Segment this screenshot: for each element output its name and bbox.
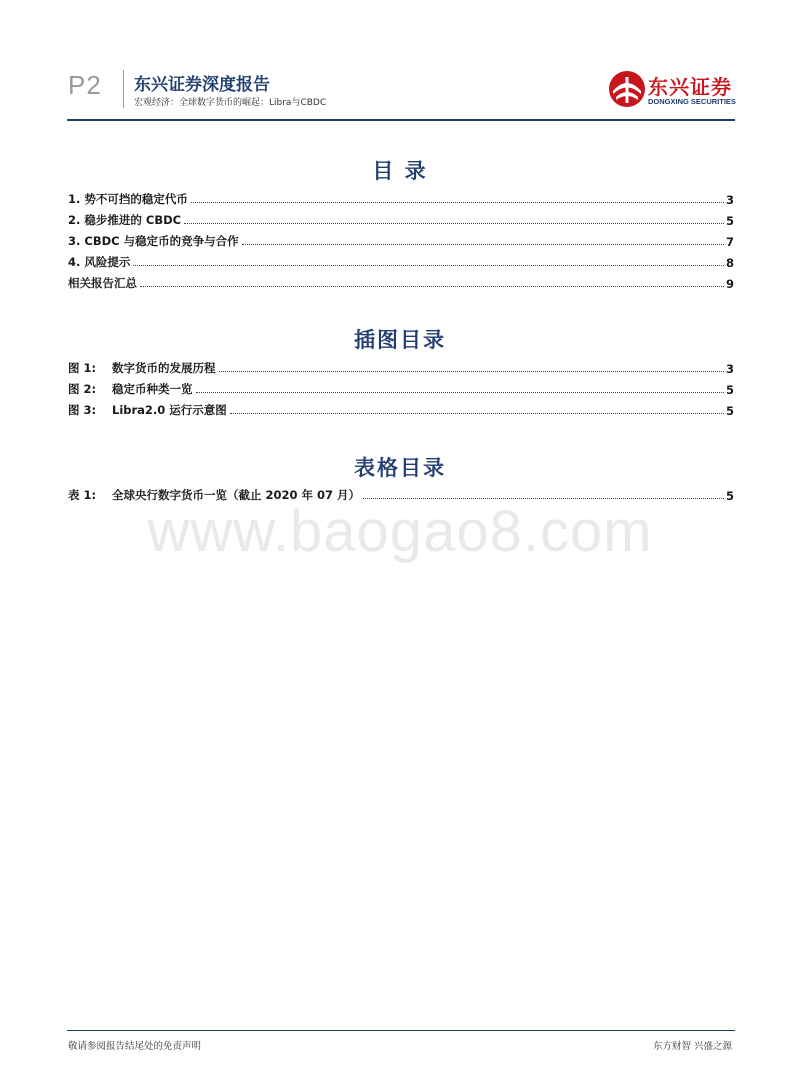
- dot-leader: [133, 264, 724, 266]
- logo-english-name: DONGXING SECURITIES: [648, 97, 736, 106]
- toc-row[interactable]: [68, 191, 734, 207]
- figure-page-number: 5: [725, 383, 734, 397]
- figure-list-row[interactable]: [68, 360, 734, 376]
- figures-heading: 插图目录: [354, 328, 446, 352]
- dot-leader: [219, 370, 724, 372]
- toc-page-number: 8: [725, 256, 734, 270]
- figure-title: 稳定币种类一览: [112, 382, 193, 396]
- toc-entry-label: 2. 稳步推进的 CBDC: [68, 213, 182, 227]
- watermark: www.baogao8.com: [147, 499, 653, 564]
- dot-leader: [184, 222, 724, 224]
- toc-row[interactable]: [68, 212, 734, 228]
- toc-page-number: 9: [725, 277, 734, 291]
- toc-page-number: 7: [725, 235, 734, 249]
- dot-leader: [230, 412, 724, 414]
- toc-entry-label: 1. 势不可挡的稳定代币: [68, 192, 188, 206]
- page-number: P2: [68, 70, 102, 100]
- toc-entry-label: 相关报告汇总: [68, 276, 137, 290]
- page-header: [0, 0, 800, 125]
- company-logo: [608, 69, 736, 111]
- dot-leader: [140, 285, 724, 287]
- report-title: 东兴证券深度报告: [134, 75, 270, 95]
- logo-chinese-name: 东兴证券: [648, 75, 732, 99]
- figure-title: Libra2.0 运行示意图: [112, 403, 227, 417]
- logo-mark-icon: [608, 69, 646, 111]
- toc-page-number: 3: [725, 193, 734, 207]
- dot-leader: [242, 243, 724, 245]
- footer-slogan: 东方财智 兴盛之源: [652, 1041, 732, 1052]
- dot-leader: [191, 201, 724, 203]
- figure-title: 数字货币的发展历程: [112, 361, 216, 375]
- figure-number: 图 1:: [68, 361, 97, 375]
- figure-number: 图 3:: [68, 403, 97, 417]
- footer-rule: [67, 1030, 735, 1031]
- figure-page-number: 5: [725, 404, 734, 418]
- toc-entry-label: 4. 风险提示: [68, 255, 131, 269]
- tables-heading: 表格目录: [354, 456, 446, 480]
- figure-list-row[interactable]: [68, 381, 734, 397]
- toc-row[interactable]: [68, 275, 734, 291]
- toc-row[interactable]: [68, 233, 734, 249]
- report-subtitle: 宏观经济：全球数字货币的崛起：Libra与CBDC: [134, 98, 327, 108]
- header-rule: [67, 119, 735, 121]
- figure-page-number: 3: [725, 362, 734, 376]
- figure-list-row[interactable]: [68, 402, 734, 418]
- table-title: 全球央行数字货币一览（截止 2020 年 07 月）: [112, 488, 361, 502]
- toc-page-number: 5: [725, 214, 734, 228]
- table-page-number: 5: [725, 489, 734, 503]
- figure-number: 图 2:: [68, 382, 97, 396]
- contents-heading: 目 录: [372, 159, 428, 183]
- dot-leader: [196, 391, 724, 393]
- toc-row[interactable]: [68, 254, 734, 270]
- toc-entry-label: 3. CBDC 与稳定币的竞争与合作: [68, 234, 239, 248]
- header-divider: [123, 70, 124, 108]
- table-number: 表 1:: [68, 488, 97, 502]
- footer-disclaimer: 敬请参阅报告结尾处的免责声明: [68, 1041, 202, 1052]
